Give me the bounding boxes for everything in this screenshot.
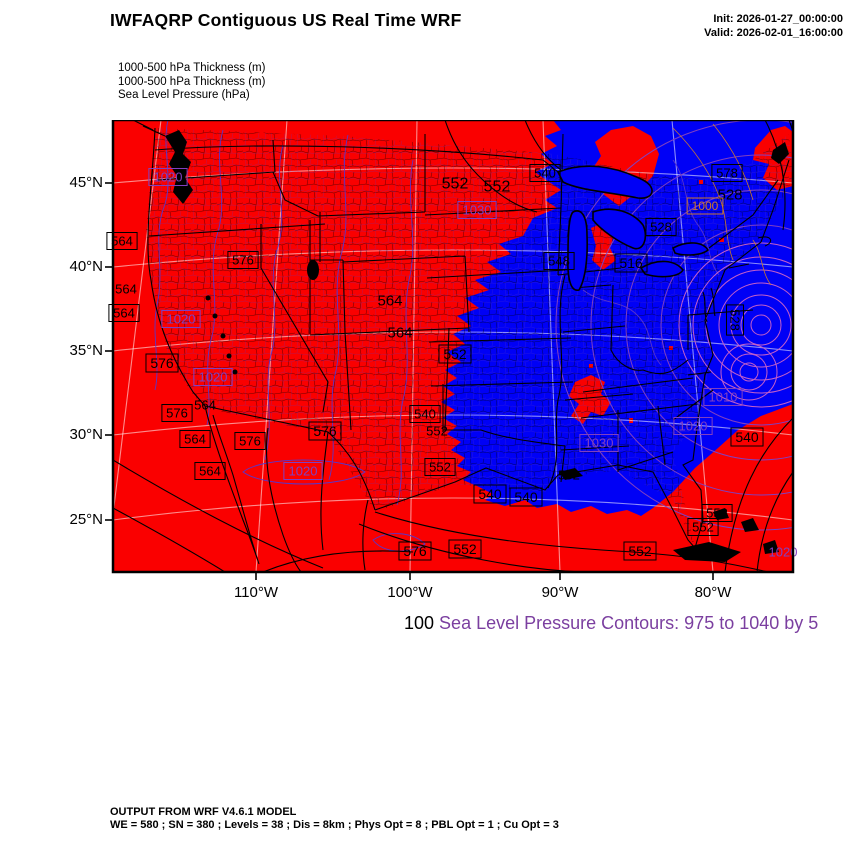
contour-label xyxy=(615,254,647,272)
svg-text:576: 576 xyxy=(313,422,337,439)
contour-label xyxy=(309,422,341,440)
svg-text:528: 528 xyxy=(717,186,743,204)
svg-text:552: 552 xyxy=(443,345,467,362)
field-legend xyxy=(118,62,265,103)
great-salt-lake xyxy=(307,260,319,280)
contour-label xyxy=(228,252,258,269)
lat-tick-label: 45°N xyxy=(69,174,103,191)
contour-label xyxy=(146,354,178,372)
svg-text:552: 552 xyxy=(692,519,714,535)
contour-label xyxy=(646,219,676,236)
contour-label xyxy=(449,540,481,558)
footer-config-line: WE = 580 ; SN = 380 ; Levels = 38 ; Dis = 8km ; Phys Opt = 8 ; PBL Opt = 1 ; Cu Opt = 3 xyxy=(110,819,559,831)
contour-label xyxy=(115,282,137,297)
lake-michigan xyxy=(568,211,587,290)
contour-label xyxy=(194,369,232,386)
svg-text:1020: 1020 xyxy=(768,544,798,560)
svg-text:1020: 1020 xyxy=(198,369,228,385)
svg-text:576: 576 xyxy=(239,433,261,449)
lon-tick-label: 80°W xyxy=(694,584,732,601)
svg-text:552: 552 xyxy=(706,505,728,521)
contour-label xyxy=(149,169,187,186)
svg-text:540: 540 xyxy=(478,485,502,502)
lon-tick-label: 90°W xyxy=(541,584,579,601)
svg-text:564: 564 xyxy=(377,292,403,310)
lat-tick-label: 35°N xyxy=(69,342,103,359)
svg-text:564: 564 xyxy=(199,463,221,479)
svg-text:552: 552 xyxy=(453,540,477,557)
caption-text: Sea Level Pressure Contours: 975 to 1040 by 5 xyxy=(439,613,819,633)
contour-label xyxy=(410,406,440,423)
contour-label xyxy=(687,198,723,214)
init-time: Init: 2026-01-27_00:00:00 xyxy=(713,13,843,25)
contour-label xyxy=(580,435,618,452)
svg-text:552: 552 xyxy=(628,542,652,559)
contour-label xyxy=(510,488,542,506)
svg-text:578: 578 xyxy=(716,165,738,181)
contour-label xyxy=(162,311,200,328)
svg-text:528: 528 xyxy=(727,309,743,331)
contour-label xyxy=(544,253,574,270)
contour-label xyxy=(387,324,412,341)
legend-line-slp: Sea Level Pressure (hPa) xyxy=(118,89,250,101)
contour-label xyxy=(712,165,742,182)
svg-text:564: 564 xyxy=(113,305,135,321)
contour-label xyxy=(284,463,322,480)
contour-label xyxy=(458,202,496,219)
contour-label xyxy=(688,519,718,536)
svg-text:540: 540 xyxy=(735,428,759,445)
weather-map-svg xyxy=(93,120,813,598)
svg-text:564: 564 xyxy=(111,233,133,249)
contour-label xyxy=(484,179,511,196)
contour-label xyxy=(717,186,742,203)
contour-label xyxy=(235,433,265,450)
svg-text:1020: 1020 xyxy=(288,463,318,479)
svg-text:540: 540 xyxy=(414,406,436,422)
contour-label xyxy=(107,233,137,250)
svg-text:564: 564 xyxy=(194,397,216,413)
svg-text:552: 552 xyxy=(426,423,448,439)
contour-label xyxy=(474,485,506,503)
legend-line-thickness-1: 1000-500 hPa Thickness (m) xyxy=(118,62,266,74)
contour-label xyxy=(674,418,712,435)
page-title: IWFAQRP Contiguous US Real Time WRF xyxy=(110,10,462,30)
contour-label xyxy=(194,398,216,413)
contour-label xyxy=(425,459,455,476)
svg-text:528: 528 xyxy=(650,219,672,235)
contour-label xyxy=(399,542,431,560)
svg-text:1030: 1030 xyxy=(584,435,614,451)
contour-label xyxy=(442,176,469,193)
contour-label xyxy=(731,428,763,446)
svg-text:516: 516 xyxy=(619,254,643,271)
map-frame xyxy=(93,120,813,598)
contour-label xyxy=(180,431,210,448)
contour-label xyxy=(439,345,471,363)
svg-text:1030: 1030 xyxy=(462,202,492,218)
contour-label xyxy=(195,463,225,480)
contour-label xyxy=(530,165,560,182)
svg-text:1020: 1020 xyxy=(678,418,708,434)
contour-label xyxy=(727,305,744,335)
svg-text:564: 564 xyxy=(115,281,137,297)
footer-model-line: OUTPUT FROM WRF V4.6.1 MODEL xyxy=(110,806,297,818)
legend-line-thickness-2: 1000-500 hPa Thickness (m) xyxy=(118,75,266,88)
svg-text:576: 576 xyxy=(403,542,427,559)
svg-text:552: 552 xyxy=(483,178,511,196)
svg-text:1020: 1020 xyxy=(166,311,196,327)
svg-text:576: 576 xyxy=(150,354,174,371)
contour-label xyxy=(624,542,656,560)
svg-text:552: 552 xyxy=(429,459,451,475)
lake-ontario xyxy=(673,243,708,255)
slp-caption xyxy=(404,613,818,634)
lon-tick-label: 110°W xyxy=(233,584,279,601)
svg-text:1010: 1010 xyxy=(708,389,738,405)
svg-text:1020: 1020 xyxy=(153,169,183,185)
contour-label xyxy=(162,405,192,422)
contour-label xyxy=(377,292,402,309)
svg-text:564: 564 xyxy=(184,431,206,447)
svg-text:552: 552 xyxy=(558,467,580,483)
svg-text:1000: 1000 xyxy=(691,199,719,214)
contour-label xyxy=(426,424,448,439)
svg-text:540: 540 xyxy=(514,488,538,505)
valid-time: Valid: 2026-02-01_16:00:00 xyxy=(704,26,843,39)
svg-text:552: 552 xyxy=(441,175,469,193)
contour-label xyxy=(704,389,742,406)
svg-text:540: 540 xyxy=(534,165,556,181)
lon-tick-label: 100°W xyxy=(387,584,433,601)
contour-label xyxy=(558,468,580,483)
caption-number: 100 xyxy=(404,613,435,633)
model-footer xyxy=(110,806,559,832)
lat-tick-label: 25°N xyxy=(69,511,103,528)
svg-text:576: 576 xyxy=(232,252,254,268)
lat-tick-label: 30°N xyxy=(69,426,103,443)
run-times xyxy=(704,13,843,40)
svg-text:564: 564 xyxy=(387,324,413,342)
lat-tick-label: 40°N xyxy=(69,258,103,275)
svg-text:576: 576 xyxy=(166,405,188,421)
svg-text:548: 548 xyxy=(548,253,570,269)
